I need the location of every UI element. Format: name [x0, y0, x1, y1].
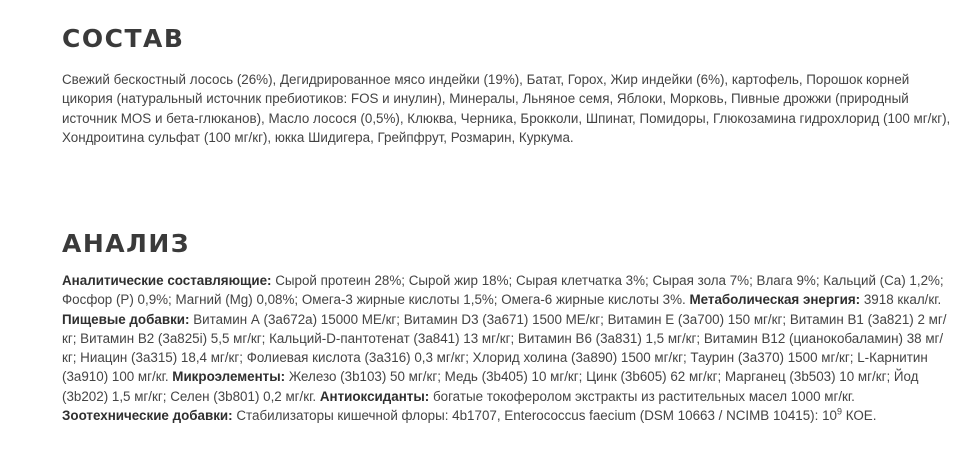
- micro-text: Железо (3b103) 50 мг/кг; Медь (3b405) 10 мг/кг; Цинк (3b605) 62 мг/кг; Марганец (3b503) 10 мг/кг; Йод (3b202) 1,5 мг/кг; Селен (3b801) 0,2 мг/кг.: [62, 369, 919, 404]
- zootechnical-label: Зоотехнические добавки:: [62, 408, 233, 424]
- analysis-section: [62, 229, 952, 425]
- zootechnical-unit: КОЕ.: [842, 408, 877, 424]
- energy-text: 3918 ккал/кг.: [860, 292, 942, 308]
- zootechnical-exponent: 9: [836, 406, 842, 417]
- page-content: [62, 24, 952, 424]
- analysis-text: [62, 271, 952, 425]
- composition-section: [62, 24, 952, 147]
- energy-label: Метаболическая энергия:: [689, 292, 861, 308]
- micro-label: Микроэлементы:: [172, 369, 286, 385]
- antioxidants-label: Антиоксиданты:: [319, 388, 430, 404]
- analytic-label: Аналитические составляющие:: [62, 273, 272, 288]
- analytic-text: Сырой протеин 28%; Сырой жир 18%; Сырая клетчатка 3%; Сырая зола 7%; Влага 9%; Кальций (Ca) 1,2%; Фосфор (P) 0,9%; Магний (Mg) 0,08%; Омега-3 жирные кислоты 1,5%; Омега-6 жирные кислоты 3%.: [62, 273, 944, 308]
- analysis-title: АНАЛИЗ: [62, 229, 191, 258]
- additives-label: Пищевые добавки:: [62, 311, 190, 327]
- antioxidants-text: богатые токоферолом экстракты из растительных масел 1000 мг/кг.: [429, 388, 855, 404]
- additives-text: Витамин А (3a672a) 15000 МЕ/кг; Витамин D3 (3a671) 1500 МЕ/кг; Витамин Е (3a700) 150 мг/кг; Витамин В1 (3a821) 2 мг/кг; Витамин В2 (3a825i) 5,5 мг/кг; Кальций-D-пантотенат (3a841) 13 мг/кг; Витамин В6 (3a831) 1,5 мг/кг; Витамин В12 (цианокобаламин) 38 мг/кг; Ниацин (3a315) 18,4 мг/кг; Фолиевая кислота (3a316) 0,3 мг/кг; Хлорид холина (3a890) 1500 мг/кг; Таурин (3a370) 1500 мг/кг; L-Карнитин (3a910) 100 мг/кг.: [62, 311, 947, 385]
- zootechnical-text: Стабилизаторы кишечной флоры: 4b1707, Enterococcus faecium (DSM 10663 / NCIMB 10415): 10: [232, 408, 837, 424]
- composition-text: Свежий бескостный лосось (26%), Дегидрированное мясо индейки (19%), Батат, Горох, Жир индейки (6%), картофель, Порошок корней цикория (натуральный источник пребиотиков: FOS и инулин), Минералы, Льняное семя, Яблоки, Морковь, Пивные дрожжи (природный источник MOS и бета-глюканов), Масло лосося (0,5%), Клюква, Черника, Брокколи, Шпинат, Помидоры, Глюкозамина гидрохлорид (100 мг/кг), Хондроитина сульфат (100 мг/кг), юкка Шидигера, Грейпфрут, Розмарин, Куркума.: [62, 72, 951, 145]
- composition-title: СОСТАВ: [62, 24, 185, 53]
